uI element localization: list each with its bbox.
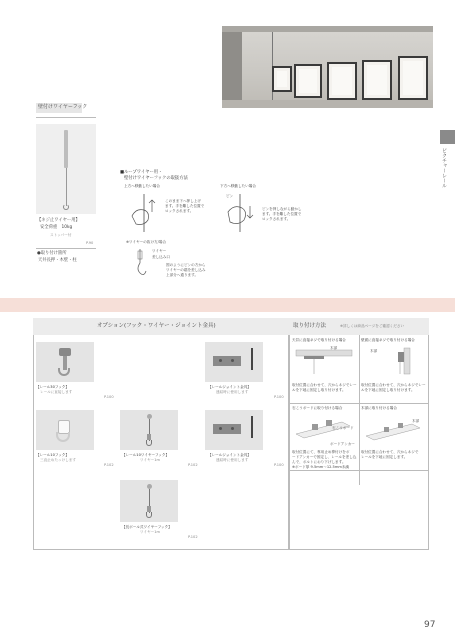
method-illustration-0 bbox=[294, 346, 354, 376]
wire-illustration bbox=[134, 247, 152, 279]
howto-down-text-3: ロックされます。 bbox=[262, 217, 291, 221]
product-load: 安全荷重 10kg bbox=[40, 225, 73, 230]
wire-title: ※ワイヤーの抜け方/場合 bbox=[126, 240, 167, 244]
product-name: 【ネジ止ワイヤー用】 bbox=[37, 218, 80, 223]
howto-up-text-3: ロックされます。 bbox=[165, 209, 194, 213]
howto-down-text-1: ピンを押しながら動かし bbox=[262, 207, 302, 211]
picture-frame bbox=[294, 64, 322, 98]
howto-up-text-2: ます。手を離した位置で bbox=[165, 204, 205, 208]
option-ref-3: P.102 bbox=[188, 463, 198, 467]
method-text-2-3: んで、ボルトにおり下げします。 bbox=[292, 460, 346, 464]
method-text-0-2: ルを下地に固定し取り付けます。 bbox=[292, 388, 346, 392]
method-label-0: 木部 bbox=[330, 346, 338, 350]
option-name-4: 【レールジョイント金具】 bbox=[208, 453, 251, 457]
picture-frame bbox=[398, 56, 428, 100]
wire-label-2: 差し込み口 bbox=[152, 255, 170, 259]
method-text-3-1: 取付位置に合わせて、穴からネジで bbox=[361, 450, 419, 454]
howto-down-title: 下方へ移動したい場合 bbox=[220, 184, 256, 188]
method-text-1-2: ルを下地に固定し取り付けます。 bbox=[361, 388, 415, 392]
accent-band bbox=[0, 298, 455, 312]
howto-title: ■ループワイヤー用・ bbox=[120, 170, 163, 175]
wire-text-1: 図のようにピンの方から bbox=[166, 263, 206, 267]
method-text-1-1: 取付位置に合わせて、穴からネジでレー bbox=[361, 383, 426, 387]
method-text-0-1: 取付位置に合わせて、穴からネジでレー bbox=[292, 383, 357, 387]
option-image-joint bbox=[205, 342, 263, 382]
option-ref-0: P.100 bbox=[104, 395, 114, 399]
product-stopper: ストッパー付 bbox=[50, 233, 72, 237]
option-image-ball-wire-hook bbox=[120, 480, 178, 522]
howto-down-pin: ピン bbox=[226, 194, 234, 198]
page-number: 97 bbox=[424, 620, 436, 630]
option-desc-3: ワイヤー1m bbox=[140, 458, 161, 462]
method-label-3: 木部 bbox=[412, 419, 420, 423]
method-title-3: 木部に取り付ける場合 bbox=[361, 406, 397, 410]
option-desc-0: レールに直接します bbox=[40, 390, 73, 394]
option-desc-2: 三直止めたっけします bbox=[40, 458, 76, 462]
install-note: ※詳しくは商品ページをご確認ください bbox=[340, 324, 405, 328]
method-text-2-1: 取付位置にて、専用止め棒付けをボ bbox=[292, 450, 350, 454]
howto-down-text-2: ます。手を離した位置で bbox=[262, 212, 302, 216]
picture-frame bbox=[272, 66, 292, 92]
product-ref: P.90 bbox=[86, 241, 94, 245]
option-image-rail-10-wire-hook bbox=[120, 410, 178, 450]
method-text-2-4: ※ボード厚 9.5mm～12.5mm未満 bbox=[292, 465, 350, 469]
method-label-2-1: 石こうボード bbox=[332, 426, 354, 430]
product-title: 壁付けワイヤーフック bbox=[38, 104, 88, 110]
option-name-3: 【レール10ワイヤーフック】 bbox=[122, 453, 170, 457]
location-value: 天井長押・木壁・柱 bbox=[38, 258, 77, 263]
option-desc-1: 連結時に使用します bbox=[216, 390, 249, 394]
option-ref-2: P.102 bbox=[104, 463, 114, 467]
howto-up-text-1: このまま下へ押し上げ bbox=[165, 199, 201, 203]
method-label-1: 木部 bbox=[370, 349, 378, 353]
wire-text-2: ワイヤーの端を差し込み bbox=[166, 268, 206, 272]
option-desc-4: 連結時に使用します bbox=[216, 458, 249, 462]
howto-title-2: 壁付けワイヤーフックの取扱方法 bbox=[124, 176, 188, 181]
option-image-joint-2 bbox=[205, 410, 263, 450]
hand-up-illustration bbox=[126, 192, 164, 234]
howto-up-title: 上方へ移動したい場合 bbox=[124, 184, 160, 188]
product-image bbox=[36, 124, 96, 214]
option-ref-1: P.100 bbox=[274, 395, 284, 399]
option-ref-5: P.102 bbox=[188, 535, 198, 539]
method-text-2-2: ードアンカーで固定し、レールを差し込 bbox=[292, 455, 357, 459]
option-ref-4: P.100 bbox=[274, 463, 284, 467]
option-name-5: 【長ボール式ワイヤーフック】 bbox=[122, 525, 172, 529]
method-text-3-2: レールを下地に固定します。 bbox=[361, 455, 408, 459]
option-desc-5: ワイヤー1m bbox=[140, 530, 161, 534]
side-tab-label: ピクチャーレール bbox=[441, 148, 447, 188]
method-title-2: 石こうボードに取り付ける場合 bbox=[292, 406, 343, 410]
install-header: 取り付け方法 bbox=[293, 323, 327, 329]
gallery-photo bbox=[222, 26, 433, 108]
option-name-0: 【レール30フック】 bbox=[36, 385, 69, 389]
options-header: オプション(フック・ワイヤー・ジョイント金具) bbox=[97, 323, 216, 329]
wire-label-1: ワイヤー bbox=[152, 249, 167, 253]
wire-text-3: 上部分へ通ります。 bbox=[166, 273, 199, 277]
method-title-1: 壁面に直接ネジで取り付ける場合 bbox=[361, 338, 415, 342]
method-label-2-2: ボードアンカー bbox=[330, 442, 355, 446]
picture-frame bbox=[362, 60, 392, 100]
option-image-rail-30-hook bbox=[36, 342, 94, 382]
option-image-rail-10-hook bbox=[36, 410, 94, 450]
picture-frame bbox=[327, 62, 357, 100]
option-name-1: 【レールジョイント金具】 bbox=[208, 385, 251, 389]
method-title-0: 天井に直接ネジで取り付ける場合 bbox=[292, 338, 346, 342]
option-name-2: 【レール10フック】 bbox=[36, 453, 69, 457]
side-tab bbox=[440, 130, 455, 144]
location-title: ●取り付け箇所 bbox=[37, 251, 67, 256]
